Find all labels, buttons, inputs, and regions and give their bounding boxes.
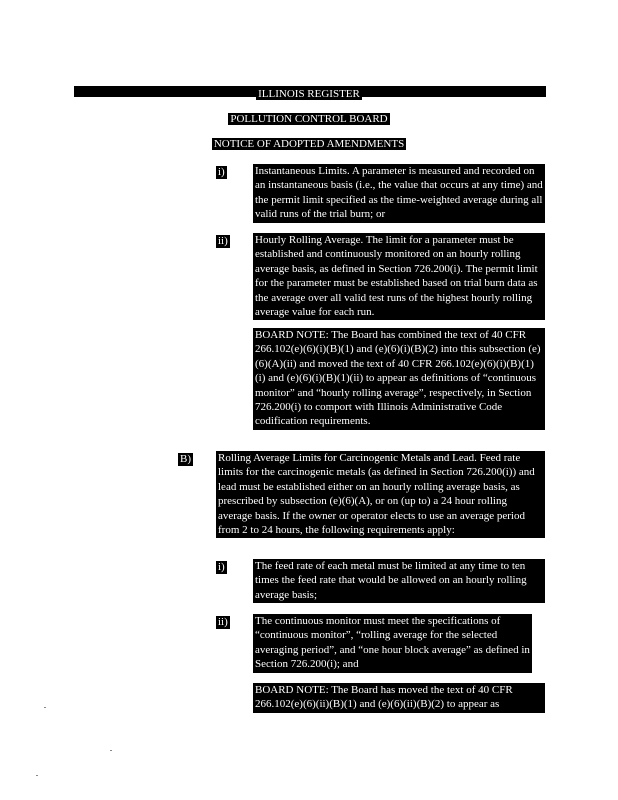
- board-note-2: BOARD NOTE: The Board has moved the text of 40 CFR 266.102(e)(6)(ii)(B)(1) and (e)(6)(ii)(B)(2) to appear as: [253, 683, 545, 713]
- item-label-ii-hourly: ii): [218, 235, 228, 247]
- item-label-i-instantaneous: i): [218, 166, 225, 178]
- hourly-rolling-average-paragraph: Hourly Rolling Average. The limit for a parameter must be established and continuously monitored on an hourly rolling average basis, as defined in Section 726.200(i). The permit limit for the parameter must be established based on trial burn data as the average over all valid test runs of the highest hourly rolling average value for each run.: [253, 233, 545, 320]
- scan-speck: [44, 707, 46, 708]
- item-label-ii-monitor: ii): [218, 616, 228, 628]
- scan-speck: [110, 750, 112, 751]
- item-label-B: B): [180, 453, 191, 465]
- scan-speck: [36, 775, 38, 776]
- register-title-wrap: [0, 84, 618, 102]
- continuous-monitor-paragraph: The continuous monitor must meet the specifications of “continuous monitor”, “rolling average for the selected averaging period”, and “one hour block average” as defined in Section 726.200(i); and: [253, 614, 532, 673]
- board-title: POLLUTION CONTROL BOARD: [230, 113, 388, 125]
- notice-title-wrap: [0, 134, 618, 152]
- notice-title: NOTICE OF ADOPTED AMENDMENTS: [213, 138, 405, 150]
- register-title: ILLINOIS REGISTER: [258, 88, 360, 100]
- board-title-wrap: [0, 109, 618, 127]
- board-note-1: BOARD NOTE: The Board has combined the text of 40 CFR 266.102(e)(6)(i)(B)(1) and (e)(6)(i)(B)(2) into this subsection (e)(6)(A)(ii) and moved the text of 40 CFR 266.102(e)(6)(i)(B)(1)(i) and (e)(6)(i)(B)(1)(ii) to appear as definitions of “continuous monitor” and “hourly rolling average”, respectively, in Section 726.200(i) to comport with Illinois Administrative Code codification requirements.: [253, 328, 545, 430]
- feed-rate-paragraph: The feed rate of each metal must be limited at any time to ten times the feed rate that would be allowed on an hourly rolling average basis;: [253, 559, 545, 603]
- item-label-i-feed-rate: i): [218, 561, 225, 573]
- rolling-average-limits-paragraph: Rolling Average Limits for Carcinogenic Metals and Lead. Feed rate limits for the carcinogenic metals (as defined in Section 726.200(i)) and lead must be established either on an hourly rolling average basis, as prescribed by subsection (e)(6)(A), or on (up to) a 24 hour rolling average basis. If the owner or operator elects to use an average period from 2 to 24 hours, the following requirements apply:: [216, 451, 545, 538]
- instantaneous-limits-paragraph: Instantaneous Limits. A parameter is measured and recorded on an instantaneous basis (i.e., the value that occurs at any time) and the permit limit specified as the time-weighted average during all valid runs of the trial burn; or: [253, 164, 545, 223]
